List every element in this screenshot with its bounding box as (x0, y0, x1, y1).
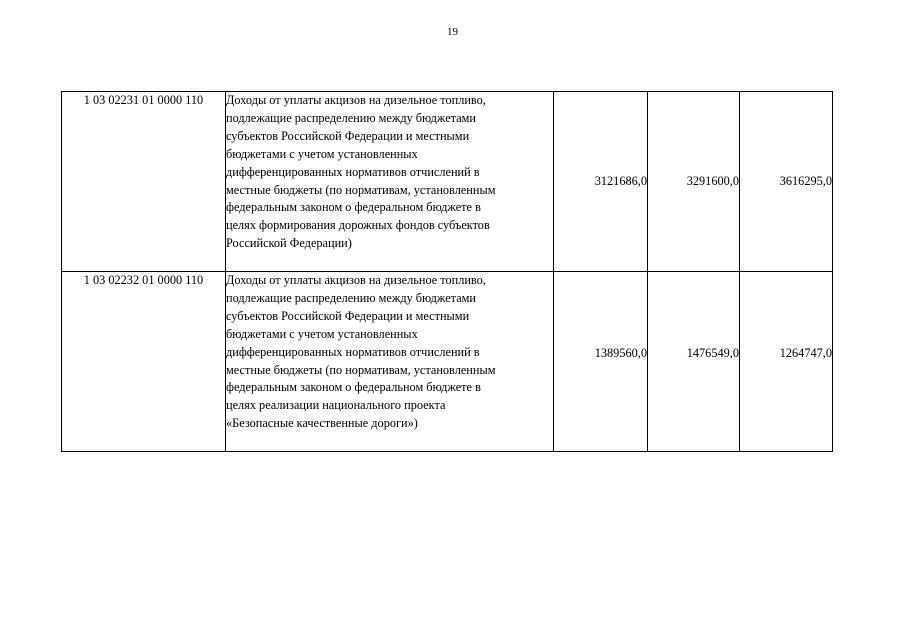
description-line: Доходы от уплаты акцизов на дизельное топливо, (226, 273, 486, 287)
revenue-description (226, 92, 554, 272)
description-line: дифференцированных нормативов отчислений в (226, 164, 480, 179)
description-line: федеральным законом о федеральном бюджете в (226, 380, 481, 395)
amount-year-3: 1264747,0 (740, 272, 833, 452)
description-line: местные бюджеты (по нормативам, установленным (226, 362, 496, 377)
budget-classification-code: 1 03 02232 01 0000 110 (62, 272, 226, 452)
description-line: «Безопасные качественные дороги») (226, 416, 418, 431)
description-line: подлежащие распределению между бюджетами (226, 290, 477, 305)
description-line: подлежащие распределению между бюджетами (226, 110, 477, 125)
description-line: дифференцированных нормативов отчислений в (226, 344, 480, 359)
amount-year-2: 1476549,0 (648, 272, 740, 452)
description-line: целях формирования дорожных фондов субъектов (226, 218, 490, 233)
description-line: субъектов Российской Федерации и местными (226, 128, 470, 143)
amount-year-1: 3121686,0 (554, 92, 648, 272)
amount-year-2: 3291600,0 (648, 92, 740, 272)
revenue-description (226, 272, 554, 452)
description-line: федеральным законом о федеральном бюджете в (226, 200, 481, 215)
budget-classification-code: 1 03 02231 01 0000 110 (62, 92, 226, 272)
amount-year-3: 3616295,0 (740, 92, 833, 272)
table-row (62, 272, 833, 452)
table-row (62, 92, 833, 272)
description-line: Российской Федерации) (226, 236, 352, 251)
description-line: целях реализации национального проекта (226, 398, 446, 413)
description-line: местные бюджеты (по нормативам, установленным (226, 182, 496, 197)
description-line: субъектов Российской Федерации и местными (226, 308, 470, 323)
description-line: Доходы от уплаты акцизов на дизельное топливо, (226, 93, 486, 107)
amount-year-1: 1389560,0 (554, 272, 648, 452)
revenue-table (61, 91, 833, 452)
description-line: бюджетами с учетом установленных (226, 146, 418, 161)
page-number: 19 (447, 26, 458, 38)
description-line: бюджетами с учетом установленных (226, 326, 418, 341)
